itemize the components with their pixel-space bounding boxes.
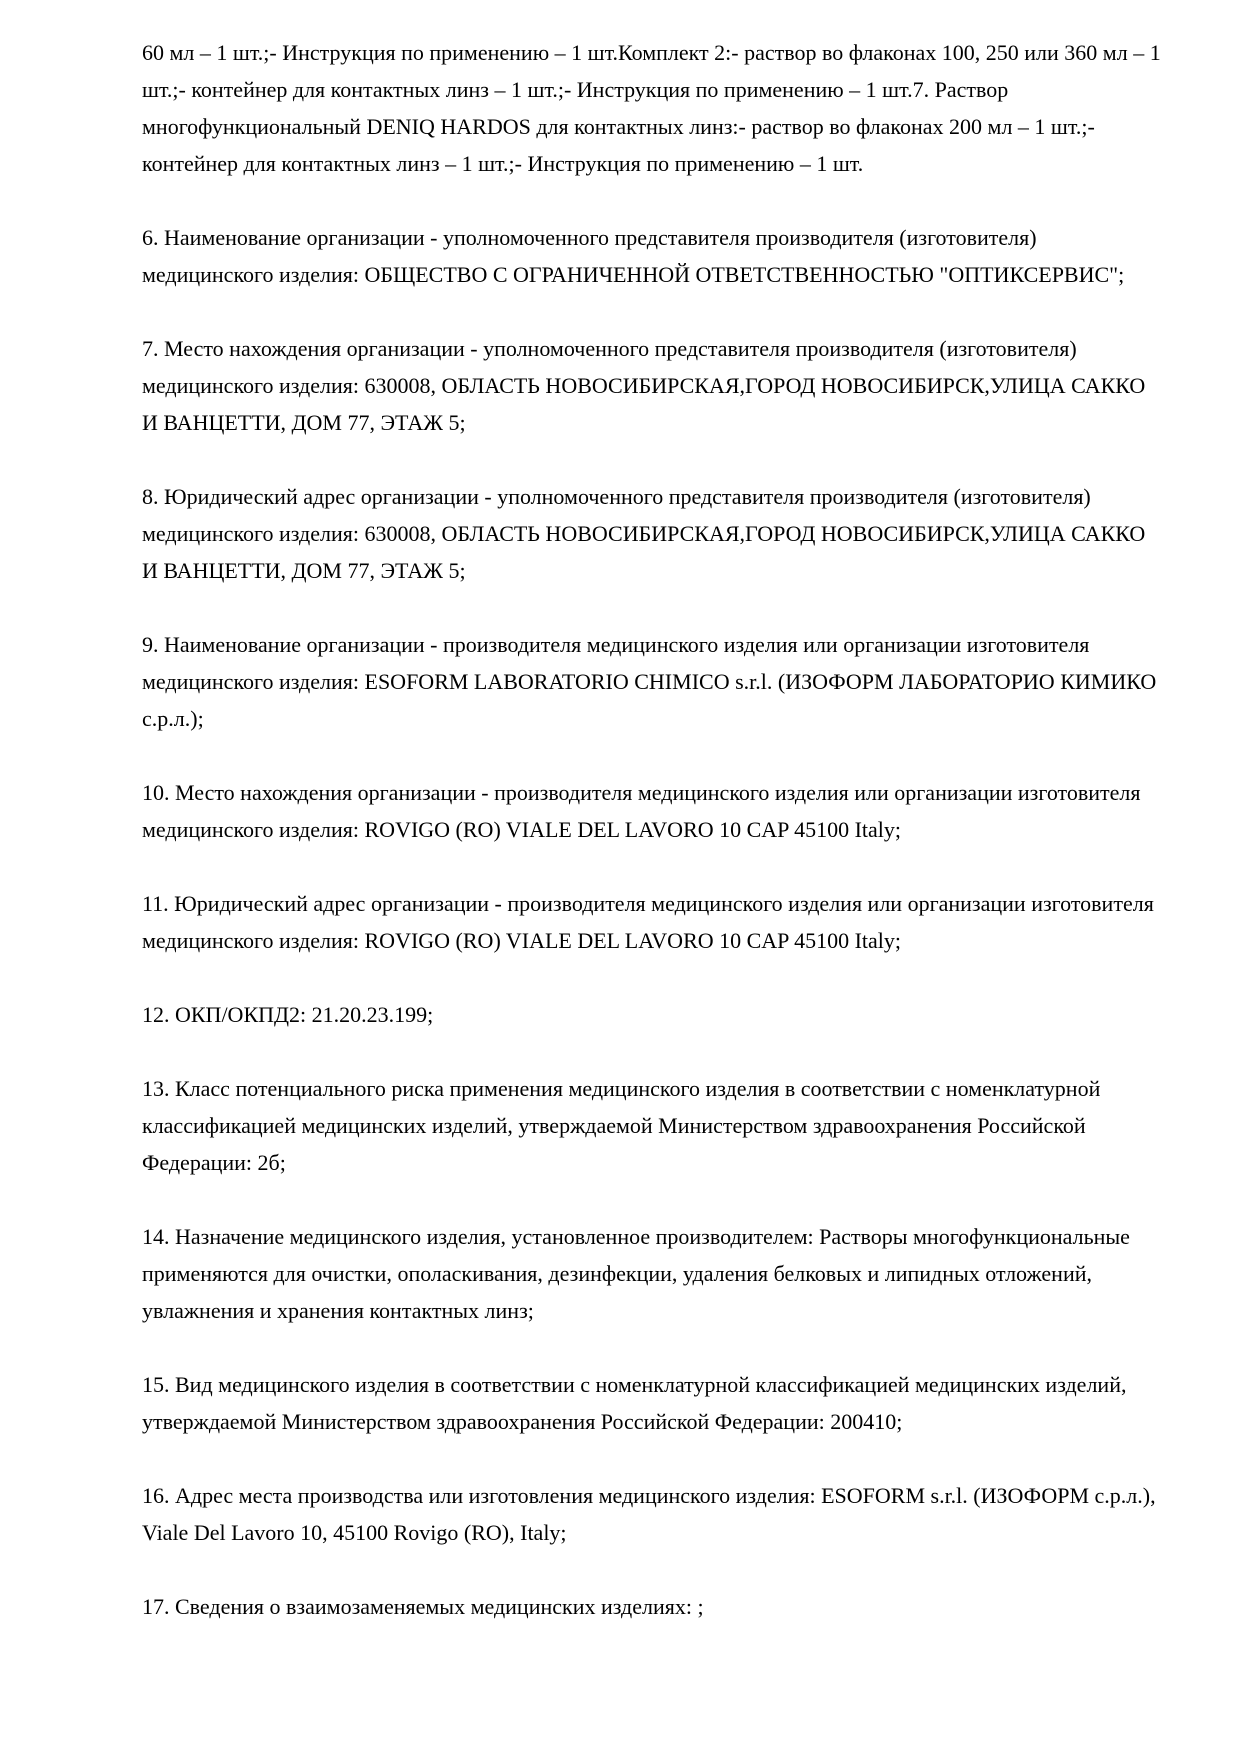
paragraph-item-9: 9. Наименование организации - производителя медицинского изделия или организации изготовителя медицинского изделия: ESOFORM LABORATORIO CHIMICO s.r.l. (ИЗОФОРМ ЛАБОРАТОРИО КИМИКО с.р.л.); (142, 632, 1157, 731)
paragraph-item-17: 17. Сведения о взаимозаменяемых медицинских изделиях: ; (142, 1594, 704, 1619)
paragraph-item-13: 13. Класс потенциального риска применения медицинского изделия в соответствии с номенклатурной классификацией медицинских изделий, утверждаемой Министерством здравоохранения Российской Федерации: 2б; (142, 1076, 1101, 1175)
paragraph-continuation-kit-list: 60 мл – 1 шт.;- Инструкция по применению – 1 шт.Комплект 2:- раствор во флаконах 100, 250 или 360 мл – 1 шт.;- контейнер для контактных линз – 1 шт.;- Инструкция по применению – 1 шт.7. Раствор многофункциональный DENIQ HARDOS для контактных линз:- раствор во флаконах 200 мл – 1 шт.;- контейнер для контактных линз – 1 шт.;- Инструкция по применению – 1 шт. (142, 40, 1161, 176)
paragraph-item-16: 16. Адрес места производства или изготовления медицинского изделия: ESOFORM s.r.l. (ИЗОФОРМ с.р.л.), Viale Del Lavoro 10, 45100 Rovigo (RO), Italy; (142, 1483, 1156, 1545)
paragraph-item-10: 10. Место нахождения организации - производителя медицинского изделия или организации изготовителя медицинского изделия: ROVIGO (RO) VIALE DEL LAVORO 10 CAP 45100 Italy; (142, 780, 1141, 842)
paragraph-item-14: 14. Назначение медицинского изделия, установленное производителем: Растворы многофункциональные применяются для очистки, ополаскивания, дезинфекции, удаления белковых и липидных отложений, увлажнения и хранения контактных линз; (142, 1224, 1130, 1323)
document-body (142, 34, 1164, 1625)
paragraph-item-12: 12. ОКП/ОКПД2: 21.20.23.199; (142, 1002, 434, 1027)
paragraph-item-7: 7. Место нахождения организации - уполномоченного представителя производителя (изготовителя) медицинского изделия: 630008, ОБЛАСТЬ НОВОСИБИРСКАЯ,ГОРОД НОВОСИБИРСК,УЛИЦА САККО И ВАНЦЕТТИ, ДОМ 77, ЭТАЖ 5; (142, 336, 1146, 435)
paragraph-item-6: 6. Наименование организации - уполномоченного представителя производителя (изготовителя) медицинского изделия: ОБЩЕСТВО С ОГРАНИЧЕННОЙ ОТВЕТСТВЕННОСТЬЮ "ОПТИКСЕРВИС"; (142, 225, 1125, 287)
paragraph-item-8: 8. Юридический адрес организации - уполномоченного представителя производителя (изготовителя) медицинского изделия: 630008, ОБЛАСТЬ НОВОСИБИРСКАЯ,ГОРОД НОВОСИБИРСК,УЛИЦА САККО И ВАНЦЕТТИ, ДОМ 77, ЭТАЖ 5; (142, 484, 1146, 583)
paragraph-item-11: 11. Юридический адрес организации - производителя медицинского изделия или организации изготовителя медицинского изделия: ROVIGO (RO) VIALE DEL LAVORO 10 CAP 45100 Italy; (142, 891, 1154, 953)
paragraph-item-15: 15. Вид медицинского изделия в соответствии с номенклатурной классификацией медицинских изделий, утверждаемой Министерством здравоохранения Российской Федерации: 200410; (142, 1372, 1127, 1434)
